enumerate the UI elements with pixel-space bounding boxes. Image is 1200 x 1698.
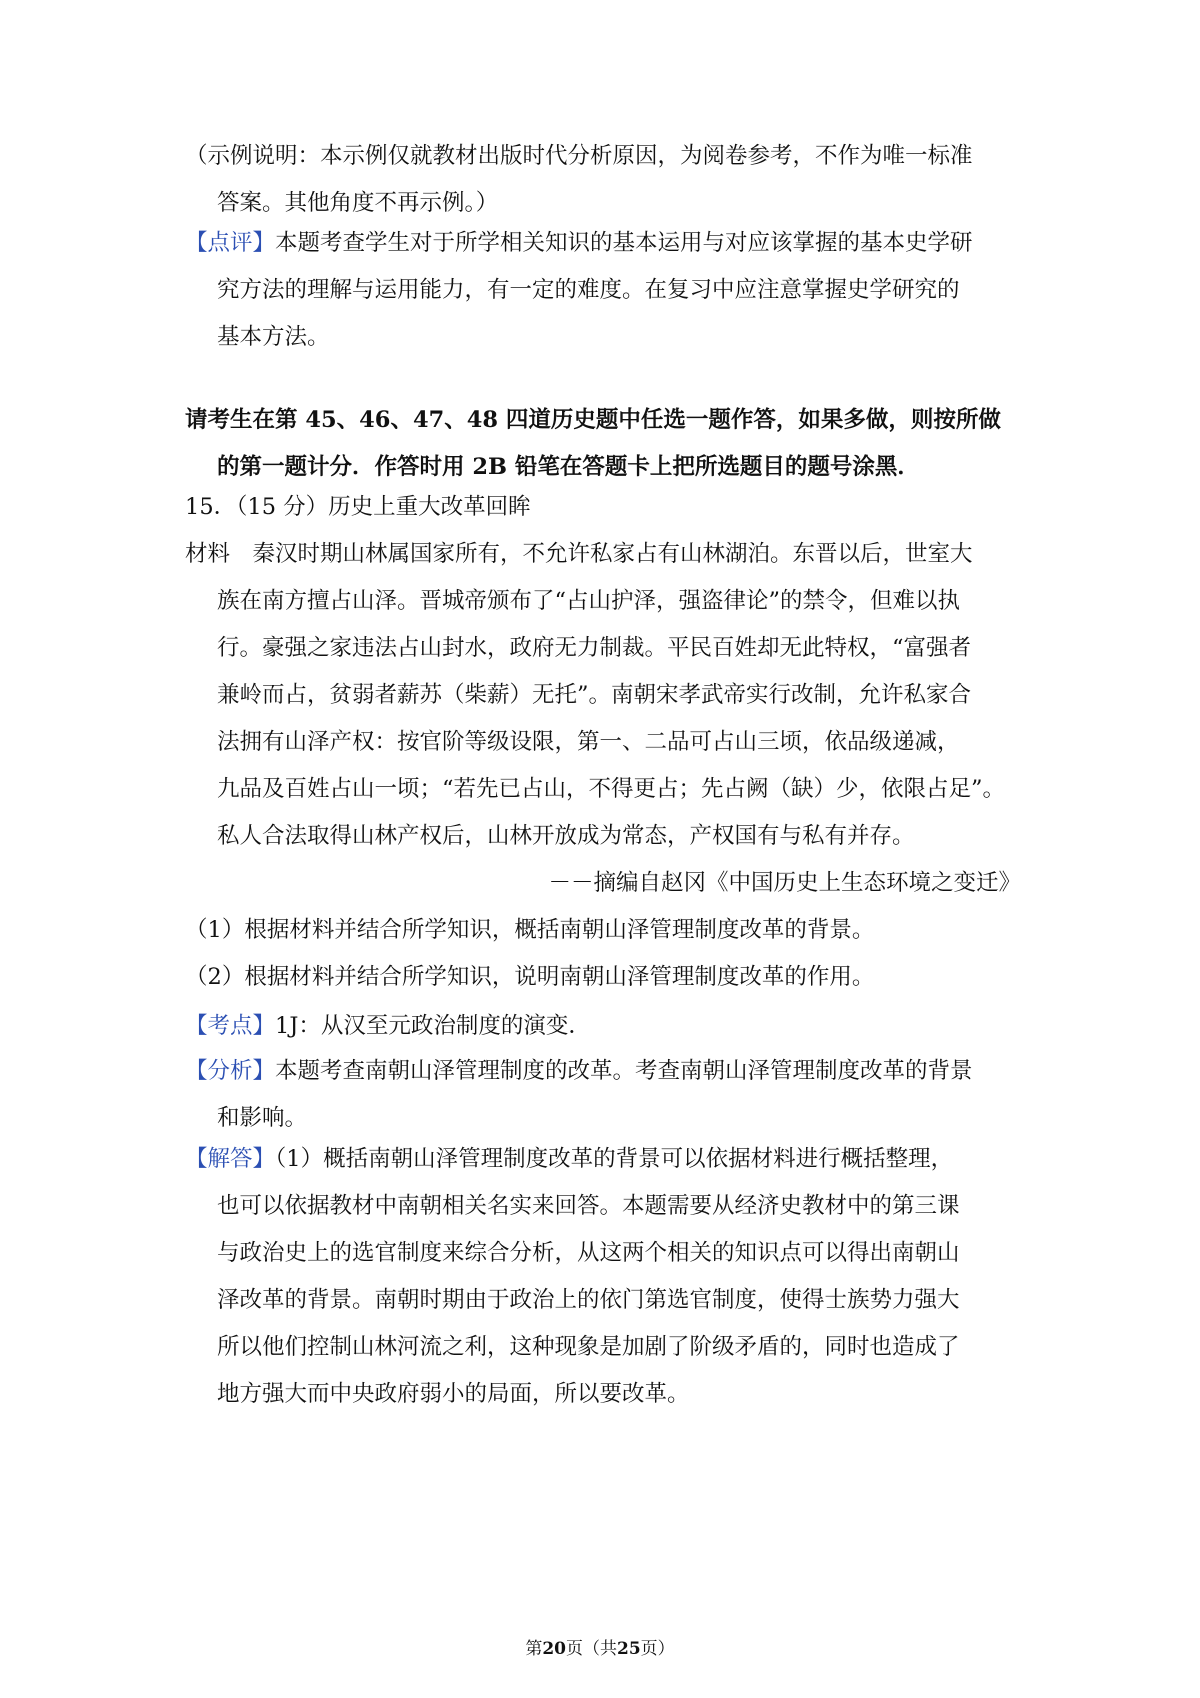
sub-question-2: （2）根据材料并结合所学知识，说明南朝山泽管理制度改革的作用。 [185,964,875,990]
footer-page-number: 20 [542,1639,566,1659]
jieda-text: （1）概括南朝山泽管理制度改革的背景可以依据材料进行概括整理， [275,1146,954,1172]
page-footer [0,1634,1200,1659]
footer-suffix: 页） [640,1639,675,1659]
comment-line: 基本方法。 [217,324,330,350]
example-note [185,133,1035,227]
kaodian-section [185,1003,1035,1050]
material-line: 法拥有山泽产权：按官阶等级设限，第一、二品可占山三顷，依品级递减， [217,729,960,755]
kaodian-line [185,1003,1035,1050]
comment-text: 本题考查学生对于所学相关知识的基本运用与对应该掌握的基本史学研 [275,230,973,256]
footer-middle: 页（共 [566,1639,617,1659]
fenxi-text: 本题考查南朝山泽管理制度的改革。考查南朝山泽管理制度改革的背景 [275,1058,973,1084]
kaodian-tag: 【考点】 [185,1013,276,1039]
question-section [185,484,1035,1001]
material-source: －－摘编自赵冈《中国历史上生态环境之变迁》 [548,870,1021,896]
comment-tag: 【点评】 [185,230,276,256]
material-line: 行。豪强之家违法占山封水，政府无力制裁。平民百姓却无此特权，“富强者 [217,635,972,661]
material-line: 材料 秦汉时期山林属国家所有，不允许私家占有山林湖泊。东晋以后，世室大 [185,541,973,567]
material-line: 族在南方擅占山泽。晋城帝颁布了“占山护泽，强盗律论”的禁令，但难以执 [217,588,961,614]
question-header: 15．（15 分）历史上重大改革回眸 [185,494,531,520]
jieda-line [185,1136,1035,1183]
kaodian-text: 1J：从汉至元政治制度的演变． [275,1013,591,1039]
comment-line [185,220,1035,267]
jieda-tag: 【解答】 [185,1146,276,1172]
jieda-line: 泽改革的背景。南朝时期由于政治上的依门第选官制度，使得士族势力强大 [217,1287,960,1313]
comment-line: 究方法的理解与运用能力，有一定的难度。在复习中应注意掌握史学研究的 [217,277,960,303]
instruction-line: 的第一题计分．作答时用 2B 铅笔在答题卡上把所选题目的题号涂黑． [217,454,920,480]
fenxi-section [185,1048,1035,1142]
footer-prefix: 第 [525,1639,543,1659]
sub-question-1: （1）根据材料并结合所学知识，概括南朝山泽管理制度改革的背景。 [185,917,875,943]
note-line: （示例说明：本示例仅就教材出版时代分析原因，为阅卷参考，不作为唯一标准 [185,143,973,169]
instruction-section [185,397,1035,491]
jieda-section [185,1136,1035,1418]
fenxi-line: 和影响。 [217,1105,308,1131]
material-line: 兼岭而占，贫弱者薪苏（柴薪）无托”。南朝宋孝武帝实行改制，允许私家合 [217,682,972,708]
note-line: 答案。其他角度不再示例。） [217,190,499,216]
fenxi-tag: 【分析】 [185,1058,276,1084]
jieda-line: 所以他们控制山林河流之利，这种现象是加剧了阶级矛盾的，同时也造成了 [217,1334,960,1360]
jieda-line: 也可以依据教材中南朝相关名实来回答。本题需要从经济史教材中的第三课 [217,1193,960,1219]
comment-section [185,220,1035,361]
material-line: 私人合法取得山林产权后，山林开放成为常态，产权国有与私有并存。 [217,823,915,849]
fenxi-line [185,1048,1035,1095]
instruction-line: 请考生在第 45、46、47、48 四道历史题中任选一题作答，如果多做，则按所做 [185,407,1001,433]
jieda-line: 地方强大而中央政府弱小的局面，所以要改革。 [217,1381,690,1407]
material-line: 九品及百姓占山一顷；“若先已占山，不得更占；先占阙（缺）少，依限占足”。 [217,776,1006,802]
jieda-line: 与政治史上的选官制度来综合分析，从这两个相关的知识点可以得出南朝山 [217,1240,960,1266]
footer-total-pages: 25 [617,1639,641,1659]
